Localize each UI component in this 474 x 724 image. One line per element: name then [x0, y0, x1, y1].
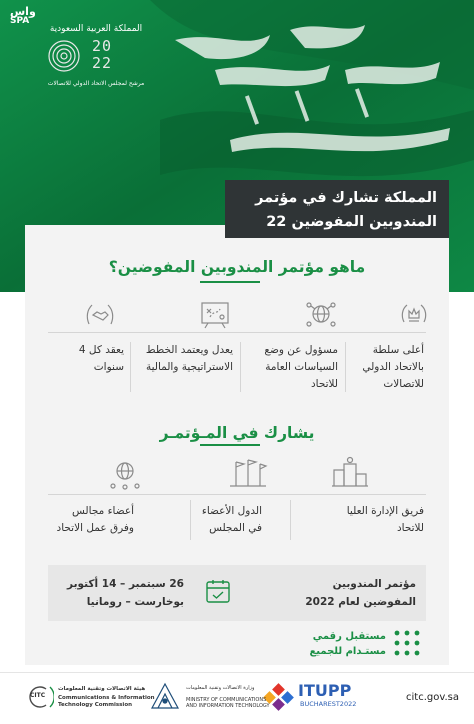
feature-line: يعدل ويعتمد الخطط [145, 344, 233, 356]
feature-plans [146, 342, 233, 376]
citc-name-en-2: Technology Commission [58, 702, 133, 708]
feature-line: في المجلس [209, 522, 262, 534]
main-title-line2: المندوبين المفوضين 22 [266, 214, 437, 230]
management-team-icon [330, 456, 370, 490]
event-dates-location [67, 575, 184, 611]
column-divider [345, 342, 346, 392]
feature-line: الاستراتيجية والمالية [145, 361, 233, 373]
feature-policy [264, 342, 338, 393]
ministry-name-en-2: AND INFORMATION TECHNOLOGY [186, 703, 270, 709]
globe-network-icon [305, 300, 337, 330]
section-heading-participants: يشارك في المـؤتمـر [159, 424, 315, 442]
handshake-laurel-icon [84, 300, 116, 330]
feature-line: سنوات [93, 361, 124, 373]
citc-name-en-1: Communications & Information [58, 695, 155, 701]
feature-line: أعلى سلطة [372, 344, 424, 356]
participant-member-states [202, 503, 262, 537]
citc-logo-text: CITC [30, 692, 46, 699]
spa-logo [10, 6, 36, 26]
column-divider [190, 500, 191, 540]
feature-line: مسؤول عن وضع [264, 344, 338, 356]
feature-line: للاتحاد [396, 522, 424, 534]
council-members-icon [108, 456, 142, 490]
event-name-line2: المفوضين لعام 2022 [305, 596, 416, 608]
year-part-2: 22 [92, 54, 113, 72]
year-part-1: 20 [92, 37, 113, 55]
slogan [288, 629, 386, 659]
feature-highest-authority [362, 342, 424, 393]
main-title-box [225, 180, 449, 238]
itupp-subtitle: BUCHAREST2022 [300, 700, 357, 708]
participant-council-members [57, 503, 134, 537]
feature-line: للاتحاد [310, 378, 338, 390]
feature-line: فريق الإدارة العليا [346, 505, 424, 517]
column-divider [240, 342, 241, 392]
spa-logo-en: SPA [10, 16, 30, 26]
strategy-board-icon [198, 300, 232, 330]
year-label [92, 38, 112, 72]
event-name-line1: مؤتمر المندوبين [332, 578, 416, 590]
event-name [305, 575, 416, 611]
event-dates: 26 سبتمبر – 14 أكتوبر [67, 578, 184, 590]
citc-name-ar: هيئة الاتصالات وتقنية المعلومات [58, 686, 146, 692]
website-link[interactable]: citc.gov.sa [406, 692, 459, 703]
heading-underline [200, 281, 260, 283]
spa-logo-ar: واس [10, 5, 36, 18]
divider [48, 494, 426, 495]
crown-laurel-icon [398, 300, 430, 330]
kingdom-title: المملكة العربية السعودية [49, 24, 143, 34]
column-divider [290, 500, 291, 540]
divider [48, 332, 426, 333]
ministry-name-ar: وزارة الاتصالات وتقنية المعلومات [186, 685, 255, 691]
feature-every-four-years [79, 342, 124, 376]
member-states-icon [228, 456, 268, 490]
dot-grid-icon [392, 628, 422, 658]
column-divider [130, 342, 131, 392]
feature-line: أعضاء مجالس [72, 505, 134, 517]
kingdom-label [38, 24, 154, 34]
kingdom-subtitle: مرشح لمجلس الاتحاد الدولي للاتصالات [47, 80, 145, 87]
event-location: بوخارست – رومانيا [86, 596, 184, 608]
itupp-title: ITUPP [298, 681, 352, 700]
ministry-name-en-1: MINISTRY OF COMMUNICATIONS [186, 697, 267, 703]
feature-line: للاتصالات [383, 378, 424, 390]
slogan-line1: مستقبل رقمي [312, 631, 386, 642]
calendar-check-icon [205, 578, 231, 604]
main-title-line1: المملكة تشارك في مؤتمر [255, 190, 437, 206]
feature-line: الدول الأعضاء [201, 505, 262, 517]
feature-line: بالاتحاد الدولي [362, 361, 424, 373]
fingerprint-logo-icon [47, 39, 81, 73]
feature-line: السياسات العامة [265, 361, 338, 373]
section-heading-what-is: ماهو مؤتمر المندوبين المفوضين؟ [108, 258, 366, 276]
feature-line: يعقد كل 4 [78, 344, 124, 356]
slogan-line2: مستـدام للجميع [309, 646, 386, 657]
feature-line: وفرق عمل الاتحاد [56, 522, 134, 534]
participant-management [347, 503, 424, 537]
heading-underline [200, 444, 260, 446]
